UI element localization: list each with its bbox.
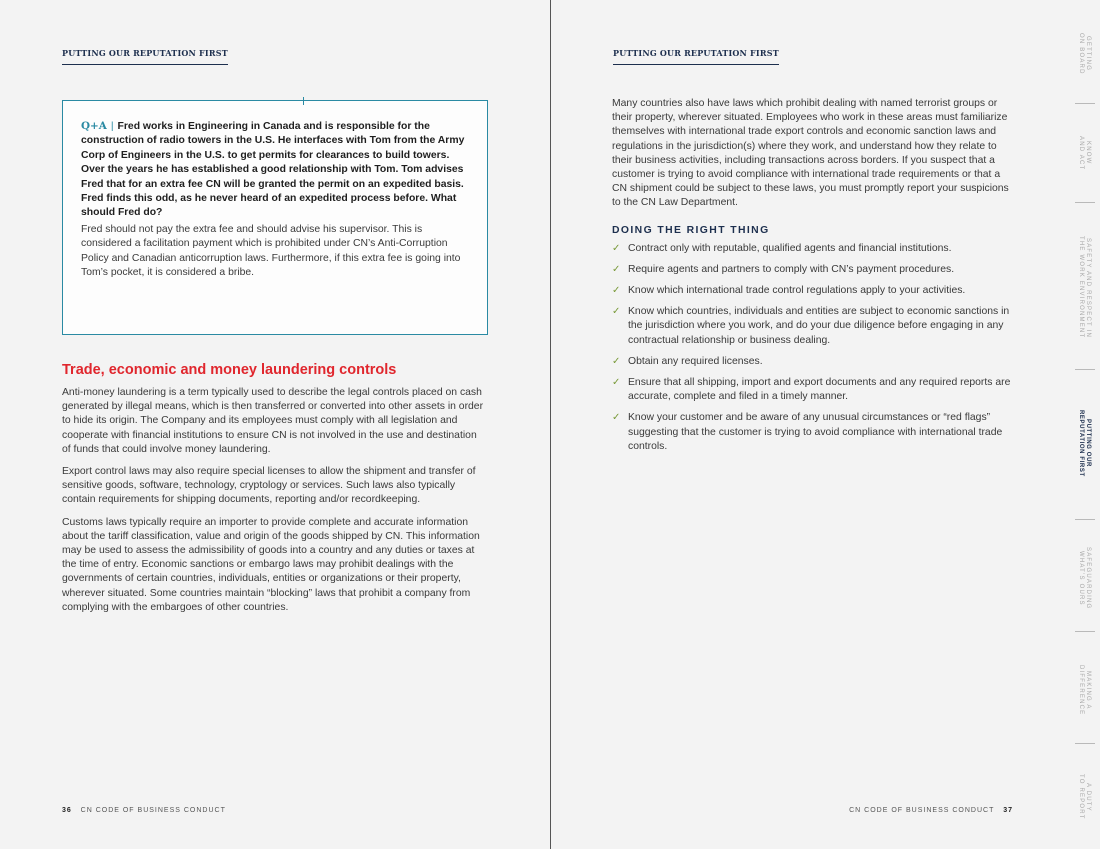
tab-divider bbox=[1075, 202, 1095, 203]
checklist-item-text: Ensure that all shipping, import and export documents and any required reports are accurate, complete and filed in a timely manner. bbox=[628, 377, 1011, 403]
tab-divider bbox=[1075, 519, 1095, 520]
checklist-item-text: Obtain any required licenses. bbox=[628, 355, 763, 367]
tab-label: A DUTY TO REPORT bbox=[1078, 774, 1091, 820]
paragraph-anti-money-laundering: Anti-money laundering is a term typically used to describe the legal controls placed on cash generated by illegal means, which is then transferred or converted into other assets in order to hide its origin. The Company and its employees must comply with all legislation and cooperate with financial institutions to ensure CN is not involved in the use and destination of funds that could involve money laundering. bbox=[62, 387, 484, 455]
tab-safety-and-respect[interactable] bbox=[1068, 210, 1100, 365]
checklist-item bbox=[612, 305, 1012, 348]
section-tab-nav bbox=[1068, 0, 1100, 849]
tab-label: MAKING A DIFFERENCE bbox=[1078, 664, 1091, 716]
checkmark-icon: ✓ bbox=[612, 263, 621, 275]
section-title: Trade, economic and money laundering controls bbox=[62, 362, 397, 378]
checkmark-icon: ✓ bbox=[612, 377, 621, 389]
tab-making-a-difference[interactable] bbox=[1068, 640, 1100, 740]
footer-title-left: CN CODE OF BUSINESS CONDUCT bbox=[80, 807, 226, 814]
checkmark-icon: ✓ bbox=[612, 306, 621, 318]
tab-divider bbox=[1075, 631, 1095, 632]
qa-box-notch bbox=[303, 97, 304, 105]
tab-label: KNOW AND ACT bbox=[1078, 135, 1091, 171]
checklist-item bbox=[612, 411, 1012, 454]
checklist-item bbox=[612, 355, 1012, 369]
qa-question-text: Fred works in Engineering in Canada and is responsible for the construction of radio towers in the U.S. He interfaces with Tom from the Army Corp of Engineers in the U.S. to get permits for clearances to build towers. Over the years he has established a good relationship with Tom. Tom advises Fred that for an extra fee CN will be granted the permit on an expedited basis. Fred finds this odd, as he never heard of an expedited process before. What should Fred do? bbox=[81, 121, 465, 219]
doing-right-thing-heading: DOING THE RIGHT THING bbox=[612, 224, 770, 236]
left-footer bbox=[62, 807, 226, 814]
tab-label: GETTING ON BOARD bbox=[1078, 33, 1091, 75]
tab-label: SAFEGUARDING WHAT’S OURS bbox=[1078, 546, 1091, 610]
running-head-right: PUTTING OUR REPUTATION FIRST bbox=[613, 48, 779, 65]
checklist-item-text: Know which countries, individuals and entities are subject to economic sanctions in the jurisdiction where you work, and do your due diligence before engaging in any contractual relationship or business dealing. bbox=[628, 306, 1010, 346]
checklist-item bbox=[612, 242, 1012, 256]
paragraph-terrorist-groups: Many countries also have laws which prohibit dealing with named terrorist groups or their property, wherever situated. Employees who work in these areas must familiarize themselves with international trade export controls and economic sanction laws and regulations in the jurisdiction(s) where they work, and understand how they relate to their business activities, including transactions across borders. If you suspect that a customer is trying to avoid compliance with international trade requirements or that a CN shipment could be subject to these laws, you must promptly report your suspicions to the CN Law Department. bbox=[612, 98, 1009, 209]
checklist-item bbox=[612, 284, 1012, 298]
checkmark-icon: ✓ bbox=[612, 412, 621, 424]
tab-divider bbox=[1075, 103, 1095, 104]
tab-divider bbox=[1075, 743, 1095, 744]
left-body-text bbox=[62, 386, 488, 623]
checklist-item-text: Require agents and partners to comply with CN’s payment procedures. bbox=[628, 263, 955, 275]
tab-divider bbox=[1075, 369, 1095, 370]
qa-callout-box bbox=[62, 100, 488, 335]
qa-separator: | bbox=[110, 121, 114, 132]
qa-answer: Fred should not pay the extra fee and should advise his supervisor. This is considered a facilitation payment which is prohibited under CN’s Anti-Corruption Policy and Canadian anticorruption laws. Furthermore, if this extra fee is going into Tom’s pocket, it is considered a bribe. bbox=[81, 223, 461, 279]
tab-know-and-act[interactable] bbox=[1068, 112, 1100, 194]
right-footer bbox=[849, 807, 1013, 814]
tab-getting-on-board[interactable] bbox=[1068, 14, 1100, 94]
tab-label: PUTTING OUR REPUTATION FIRST bbox=[1078, 409, 1091, 477]
right-body bbox=[612, 97, 1012, 461]
tab-putting-our-reputation-first[interactable] bbox=[1068, 378, 1100, 508]
paragraph-export-control: Export control laws may also require special licenses to allow the shipment and transfer of sensitive goods, software, technology, cryptology or services. Such laws also typically contain requirements for shipping documents, reporting and/or recordkeeping. bbox=[62, 466, 476, 506]
checklist-item-text: Know your customer and be aware of any unusual circumstances or “red flags” suggesting that the customer is trying to avoid compliance with international trade controls. bbox=[628, 412, 1003, 452]
tab-label: SAFETY AND RESPECT IN THE WORK ENVIRONMENT bbox=[1078, 236, 1091, 339]
checklist-item bbox=[612, 263, 1012, 277]
footer-title-right: CN CODE OF BUSINESS CONDUCT bbox=[849, 807, 995, 814]
qa-question bbox=[81, 119, 469, 221]
checklist-item-text: Know which international trade control regulations apply to your activities. bbox=[628, 285, 966, 297]
checkmark-icon: ✓ bbox=[612, 355, 621, 367]
paragraph-customs-laws: Customs laws typically require an importer to provide complete and accurate information about the tariff classification, value and origin of the goods shipped by CN. This information may be used to assess the admissibility of goods into a country and any duties or taxes at the time of entry. Economic sanctions or embargo laws may prohibit dealings with the governments of certain countries, individuals, entities or organizations or their property, wherever situated. Some countries maintain “blocking” laws that prohibit a company from complying with the embargoes of other countries. bbox=[62, 516, 480, 613]
tab-safeguarding[interactable] bbox=[1068, 528, 1100, 628]
checkmark-icon: ✓ bbox=[612, 242, 621, 254]
running-head: PUTTING OUR REPUTATION FIRST bbox=[62, 48, 228, 65]
page-number-left: 36 bbox=[62, 807, 72, 814]
checklist-item-text: Contract only with reputable, qualified agents and financial institutions. bbox=[628, 242, 952, 254]
tab-a-duty-to-report[interactable] bbox=[1068, 752, 1100, 842]
page-number-right: 37 bbox=[1003, 807, 1013, 814]
checklist-item bbox=[612, 376, 1012, 404]
checkmark-icon: ✓ bbox=[612, 285, 621, 297]
checklist bbox=[612, 242, 1012, 454]
qa-tag: Q+A bbox=[81, 120, 107, 132]
